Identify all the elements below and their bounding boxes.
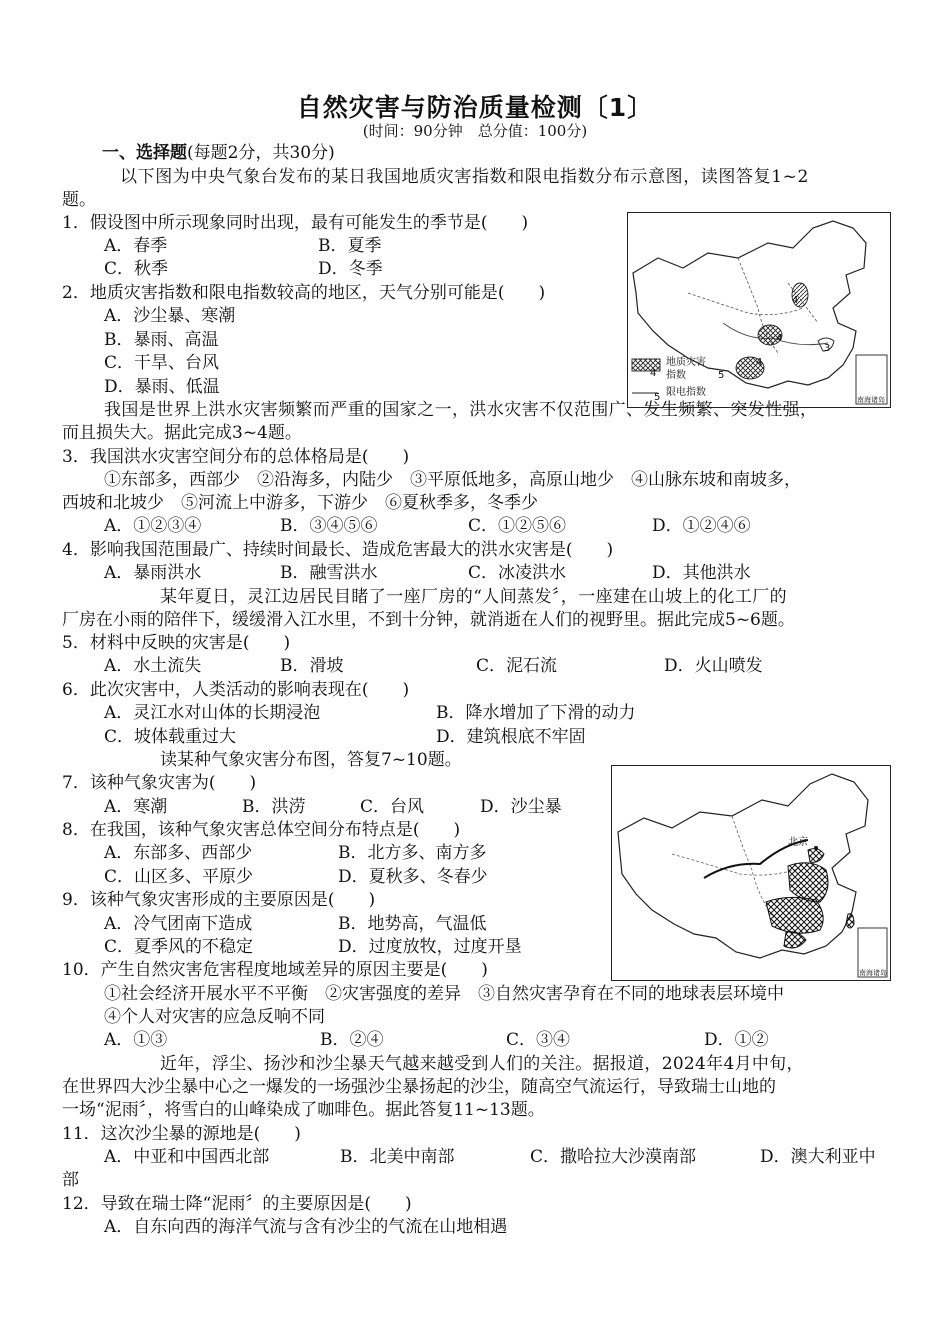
q8-option-b[interactable]: B．北方多、南方多 [338, 843, 487, 863]
q4-option-c[interactable]: C．冰凌洪水 [468, 563, 567, 583]
q2-option-a[interactable]: A．沙尘暴、寒潮 [104, 306, 236, 326]
q1-option-b[interactable]: B．夏季 [318, 236, 382, 256]
geo-hazard-power-map [627, 212, 891, 408]
q3-option-c[interactable]: C．①②⑤⑥ [468, 516, 567, 536]
q3-stem: 3．我国洪水灾害空间分布的总体格局是( ) [62, 447, 410, 467]
legend-power: 限电指数 [666, 387, 706, 398]
q9-option-b[interactable]: B．地势高，气温低 [338, 914, 487, 934]
map2-beijing-label: 北京 [788, 837, 808, 848]
map1-label-4b: 4 [776, 333, 783, 344]
q2-option-d[interactable]: D．暴雨、低温 [104, 377, 220, 397]
q3-option-d[interactable]: D．①②④⑥ [652, 516, 751, 536]
legend-num-4: 4 [650, 368, 657, 379]
q3-option-b[interactable]: B．③④⑤⑥ [280, 516, 378, 536]
q6-stem: 6．此次灾害中，人类活动的影响表现在( ) [62, 680, 410, 700]
q9-stem: 9．该种气象灾害形成的主要原因是( ) [62, 890, 376, 910]
q3-items-line1: ①东部多，西部少 ②沿海多，内陆少 ③平原低地多，高原山地少 ④山脉东坡和南坡多， [104, 470, 801, 490]
intro-3-4-line2: 而且损失大。据此完成3~4题。 [62, 423, 302, 443]
map1-legend [632, 355, 706, 403]
map2-figure [612, 766, 890, 980]
q7-stem: 7．该种气象灾害为( ) [62, 773, 257, 793]
intro-5-6-line1: 某年夏日，灵江边居民目睹了一座厂房的“人间蒸发〞，一座建在山坡上的化工厂的 [160, 587, 787, 607]
intro-1-2-line2: 题。 [62, 190, 96, 210]
q10-option-a[interactable]: A．①③ [104, 1030, 168, 1050]
china-outline-2 [618, 774, 868, 958]
intro-5-6-line2: 厂房在小雨的陪伴下，缓缓滑入江水里，不到十分钟，就消逝在人们的视野里。据此完成5~6题。 [62, 610, 795, 630]
q7-option-a[interactable]: A．寒潮 [104, 797, 168, 817]
map1-figure [628, 213, 890, 407]
map2-inset-label: 南海诸岛 [859, 969, 887, 977]
q6-option-b[interactable]: B．降水增加了下滑的动力 [436, 703, 636, 723]
q11-option-d[interactable]: D．澳大利亚中 [760, 1147, 876, 1167]
q2-option-c[interactable]: C．干旱、台风 [104, 353, 220, 373]
q11-option-d-cont: 部 [62, 1170, 79, 1190]
q6-option-c[interactable]: C．坡体载重过大 [104, 727, 237, 747]
section-heading [102, 142, 335, 164]
map1-label-4a: 4 [792, 295, 799, 306]
intro-11-13-line3: 一场“泥雨〞，将雪白的山峰染成了咖啡色。据此答复11~13题。 [62, 1100, 545, 1120]
q11-option-b[interactable]: B．北美中南部 [340, 1147, 455, 1167]
q4-stem: 4．影响我国范围最广、持续时间最长、造成危害最大的洪水灾害是( ) [62, 540, 614, 560]
q11-option-a[interactable]: A．中亚和中国西北部 [104, 1147, 270, 1167]
q10-items-line2: ④个人对灾害的应急反响不同 [104, 1007, 325, 1027]
q10-option-b[interactable]: B．②④ [320, 1030, 384, 1050]
legend-num-5: 5 [654, 392, 661, 403]
q8-stem: 8．在我国，该种气象灾害总体空间分布特点是( ) [62, 820, 461, 840]
q4-option-b[interactable]: B．融雪洪水 [280, 563, 378, 583]
q6-option-d[interactable]: D．建筑根底不牢固 [436, 727, 586, 747]
q5-option-c[interactable]: C．泥石流 [476, 656, 558, 676]
weather-hazard-map [611, 765, 891, 981]
intro-3-4-line1: 我国是世界上洪水灾害频繁而严重的国家之一，洪水灾害不仅范围广、发生频繁、突发性强， [104, 400, 818, 420]
q9-option-a[interactable]: A．冷气团南下造成 [104, 914, 253, 934]
q5-option-d[interactable]: D．火山喷发 [664, 656, 763, 676]
q11-option-c[interactable]: C．撒哈拉大沙漠南部 [530, 1147, 697, 1167]
page-title: 自然灾害与防治质量检测〔1〕 [296, 93, 654, 122]
q7-option-d[interactable]: D．沙尘暴 [480, 797, 562, 817]
q11-stem: 11．这次沙尘暴的源地是( ) [62, 1124, 301, 1144]
q10-option-c[interactable]: C．③④ [506, 1030, 571, 1050]
q8-option-d[interactable]: D．夏秋多、冬春少 [338, 867, 488, 887]
q9-option-c[interactable]: C．夏季风的不稳定 [104, 937, 254, 957]
q10-items-line1: ①社会经济开展水平不平衡 ②灾害强度的差异 ③自然灾害孕育在不同的地球表层环境中 [104, 984, 784, 1004]
map1-label-4c: 4 [756, 357, 763, 368]
intro-1-2-line1: 以下图为中央气象台发布的某日我国地质灾害指数和限电指数分布示意图，读图答复1~2 [120, 167, 809, 187]
legend-geo-1: 地质灾害 [666, 357, 706, 368]
q9-option-d[interactable]: D．过度放牧，过度开垦 [338, 937, 522, 957]
intro-11-13-line2: 在世界四大沙尘暴中心之一爆发的一场强沙尘暴扬起的沙尘，随高空气流运行，导致瑞士山地的 [62, 1077, 776, 1097]
q8-option-c[interactable]: C．山区多、平原少 [104, 867, 254, 887]
q5-option-b[interactable]: B．滑坡 [280, 656, 344, 676]
q1-stem: 1．假设图中所示现象同时出现，最有可能发生的季节是( ) [62, 213, 529, 233]
map1-label-5: 5 [718, 370, 725, 381]
q5-stem: 5．材料中反映的灾害是( ) [62, 633, 291, 653]
map1-label-3: 3 [824, 343, 831, 354]
section-heading-note: (每题2分，共30分) [187, 143, 335, 163]
q2-stem: 2．地质灾害指数和限电指数较高的地区，天气分别可能是( ) [62, 283, 546, 303]
q10-option-d[interactable]: D．①② [704, 1030, 769, 1050]
q3-option-a[interactable]: A．①②③④ [104, 516, 202, 536]
q2-option-b[interactable]: B．暴雨、高温 [104, 330, 219, 350]
q1-option-d[interactable]: D．冬季 [318, 259, 383, 279]
q4-option-a[interactable]: A．暴雨洪水 [104, 563, 202, 583]
map1-inset-label: 南海诸岛 [857, 396, 885, 404]
intro-7-10: 读某种气象灾害分布图，答复7~10题。 [160, 750, 462, 770]
q4-option-d[interactable]: D．其他洪水 [652, 563, 751, 583]
q7-option-b[interactable]: B．洪涝 [242, 797, 306, 817]
q12-stem: 12．导致在瑞士降“泥雨〞的主要原因是( ) [62, 1194, 412, 1214]
q10-stem: 10．产生自然灾害危害程度地域差异的原因主要是( ) [62, 960, 488, 980]
q1-option-a[interactable]: A．春季 [104, 236, 168, 256]
section-heading-label: 一、选择题 [102, 143, 187, 163]
q12-option-a[interactable]: A．自东向西的海洋气流与含有沙尘的气流在山地相遇 [104, 1217, 508, 1237]
q1-option-c[interactable]: C．秋季 [104, 259, 169, 279]
q8-option-a[interactable]: A．东部多、西部少 [104, 843, 253, 863]
q6-option-a[interactable]: A．灵江水对山体的长期浸泡 [104, 703, 321, 723]
legend-geo-2: 指数 [666, 370, 686, 381]
q5-option-a[interactable]: A．水土流失 [104, 656, 202, 676]
intro-11-13-line1: 近年，浮尘、扬沙和沙尘暴天气越来越受到人们的关注。据报道，2024年4月中旬， [160, 1054, 804, 1074]
q7-option-c[interactable]: C．台风 [360, 797, 425, 817]
exam-info: (时间：90分钟 总分值：100分) [362, 122, 588, 140]
q3-items-line2: 西坡和北坡少 ⑤河流上中游多，下游少 ⑥夏秋季多，冬季少 [62, 493, 538, 513]
